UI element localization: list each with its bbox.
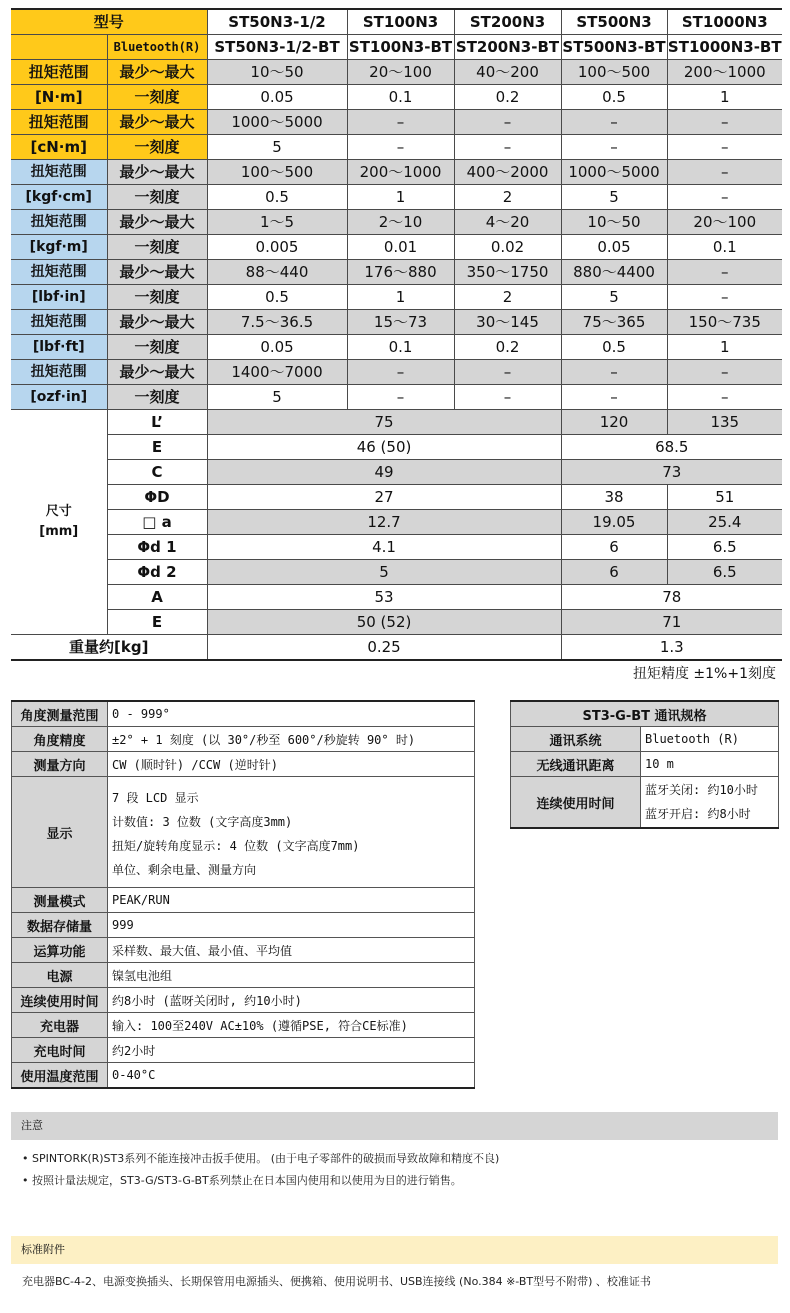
dim-value: 73 [561, 460, 782, 485]
range-title: 扭矩范围 [11, 160, 107, 185]
range-value: – [347, 110, 454, 135]
accessories-title: 标准附件 [11, 1236, 778, 1264]
step-value: 0.5 [207, 285, 347, 310]
minmax-label: 最少～最大 [107, 360, 207, 385]
range-value: – [561, 360, 667, 385]
spec-value: 镍氢电池组 [108, 963, 475, 988]
dimensions-unit: [mm] [39, 524, 79, 539]
step-value: – [667, 385, 782, 410]
minmax-label: 最少～最大 [107, 310, 207, 335]
range-value: – [561, 110, 667, 135]
dim-value: 25.4 [667, 510, 782, 535]
dim-key: Φd 1 [107, 535, 207, 560]
step-label: 一刻度 [107, 85, 207, 110]
dim-value: 53 [207, 585, 561, 610]
range-value: – [667, 360, 782, 385]
minmax-label: 最少～最大 [107, 60, 207, 85]
range-value: 880～4400 [561, 260, 667, 285]
spec-value: ±2° + 1 刻度 (以 30°/秒至 600°/秒旋转 90° 时) [108, 727, 475, 752]
step-value: 1 [667, 85, 782, 110]
range-value: – [667, 110, 782, 135]
dim-key: Φd 2 [107, 560, 207, 585]
range-value: – [667, 160, 782, 185]
spec-key: 显示 [12, 777, 108, 888]
range-value: 100～500 [207, 160, 347, 185]
spec-value: Bluetooth (R) [641, 727, 779, 752]
step-value: 0.005 [207, 235, 347, 260]
general-spec-table [11, 700, 475, 1089]
step-value: – [561, 135, 667, 160]
step-label: 一刻度 [107, 235, 207, 260]
minmax-label: 最少～最大 [107, 210, 207, 235]
dim-value: 6 [561, 535, 667, 560]
spec-value: 0-40°C [108, 1063, 475, 1089]
display-line: 单位、剩余电量、测量方向 [112, 863, 257, 877]
step-value: 5 [207, 385, 347, 410]
step-value: 0.01 [347, 235, 454, 260]
dim-value: 68.5 [561, 435, 782, 460]
step-value: 0.5 [207, 185, 347, 210]
range-value: 20～100 [347, 60, 454, 85]
weight-label: 重量约[kg] [11, 635, 207, 661]
dimensions-title: 尺寸 [45, 504, 72, 519]
notes-title: 注意 [11, 1112, 778, 1140]
dim-key: L’ [107, 410, 207, 435]
spec-key: 角度精度 [12, 727, 108, 752]
spec-key: 使用温度范围 [12, 1063, 108, 1089]
minmax-label: 最少～最大 [107, 160, 207, 185]
dim-value: 120 [561, 410, 667, 435]
bluetooth-label: Bluetooth(R) [107, 35, 207, 60]
spec-value: 约8小时 (蓝呀关闭时, 约10小时) [108, 988, 475, 1013]
spec-value: 10 m [641, 752, 779, 777]
range-value: 400～2000 [454, 160, 561, 185]
step-value: 1 [347, 285, 454, 310]
step-value: 0.2 [454, 335, 561, 360]
range-value: – [454, 110, 561, 135]
range-value: – [347, 360, 454, 385]
spec-key: 连续使用时间 [511, 777, 641, 829]
step-value: 0.05 [207, 335, 347, 360]
step-value: 5 [207, 135, 347, 160]
step-value: 5 [561, 285, 667, 310]
spec-value: 蓝牙开启: 约8小时 [645, 807, 751, 821]
step-value: 0.02 [454, 235, 561, 260]
accessories-text: 充电器BC-4-2、电源变换插头、长期保管用电源插头、便携箱、使用说明书、USB连接线 (No.384 ※-BT型号不附带) 、校准证书 [22, 1275, 651, 1288]
dim-value: 27 [207, 485, 561, 510]
range-value: 75～365 [561, 310, 667, 335]
dim-value: 6.5 [667, 560, 782, 585]
dim-key: E [107, 610, 207, 635]
note-item: • SPINTORK(R)ST3系列不能连接冲击扳手使用。 (由于电子零部件的破损而导致故障和精度不良) [22, 1152, 500, 1165]
unit-label: [lbf·ft] [11, 335, 107, 360]
range-value: 1～5 [207, 210, 347, 235]
step-label: 一刻度 [107, 135, 207, 160]
spec-key: 充电时间 [12, 1038, 108, 1063]
dim-value: 71 [561, 610, 782, 635]
model-name: ST100N3 [347, 9, 454, 35]
model-label: 型号 [11, 9, 207, 35]
display-line: 7 段 LCD 显示 [112, 791, 199, 805]
minmax-label: 最少～最大 [107, 260, 207, 285]
range-value: 350～1750 [454, 260, 561, 285]
dim-value: 51 [667, 485, 782, 510]
step-value: 0.1 [347, 85, 454, 110]
spec-value: 0 - 999° [108, 701, 475, 727]
minmax-label: 最少～最大 [107, 110, 207, 135]
range-title: 扭矩范围 [11, 260, 107, 285]
spec-key: 电源 [12, 963, 108, 988]
range-value: 176～880 [347, 260, 454, 285]
step-value: – [347, 385, 454, 410]
torque-spec-table [11, 8, 782, 661]
step-value: – [667, 135, 782, 160]
bt-spec-title: ST3-G-BT 通讯规格 [511, 701, 779, 727]
unit-label: [kgf·m] [11, 235, 107, 260]
step-value: 0.2 [454, 85, 561, 110]
range-value: 150～735 [667, 310, 782, 335]
step-value: 2 [454, 285, 561, 310]
range-title: 扭矩范围 [11, 210, 107, 235]
note-item: • 按照计量法规定，ST3-G/ST3-G-BT系列禁止在日本国内使用和以使用为目的进行销售。 [22, 1174, 462, 1187]
dim-value: 6 [561, 560, 667, 585]
dimensions-label [11, 410, 107, 635]
model-name: ST500N3 [561, 9, 667, 35]
range-value: 10～50 [561, 210, 667, 235]
bt-model-name: ST100N3-BT [347, 35, 454, 60]
display-line: 扭矩/旋转角度显示: 4 位数 (文字高度7mm) [112, 839, 360, 853]
dim-key: C [107, 460, 207, 485]
spec-key: 无线通讯距离 [511, 752, 641, 777]
dim-value: 50 (52) [207, 610, 561, 635]
range-value: 200～1000 [347, 160, 454, 185]
range-value: 7.5～36.5 [207, 310, 347, 335]
range-value: 2～10 [347, 210, 454, 235]
dim-value: 5 [207, 560, 561, 585]
range-value: 15～73 [347, 310, 454, 335]
bt-model-name: ST200N3-BT [454, 35, 561, 60]
spec-value: 采样数、最大值、最小值、平均值 [108, 938, 475, 963]
unit-label: [lbf·in] [11, 285, 107, 310]
step-value: – [347, 135, 454, 160]
spec-key: 测量方向 [12, 752, 108, 777]
step-value: – [667, 285, 782, 310]
range-value: 30～145 [454, 310, 561, 335]
spec-value: 约2小时 [108, 1038, 475, 1063]
spec-value: 蓝牙关闭: 约10小时 [645, 783, 758, 797]
spec-key: 数据存储量 [12, 913, 108, 938]
range-value: 100～500 [561, 60, 667, 85]
step-value: 0.1 [667, 235, 782, 260]
model-name: ST50N3-1/2 [207, 9, 347, 35]
spec-key: 运算功能 [12, 938, 108, 963]
bt-cont-values [641, 777, 779, 829]
dim-value: 46 (50) [207, 435, 561, 460]
step-value: 0.1 [347, 335, 454, 360]
dim-key: A [107, 585, 207, 610]
range-title: 扭矩范围 [11, 310, 107, 335]
range-value: 88～440 [207, 260, 347, 285]
spec-key: 测量模式 [12, 888, 108, 913]
model-name: ST1000N3 [667, 9, 782, 35]
display-line: 计数值: 3 位数 (文字高度3mm) [112, 815, 293, 829]
step-label: 一刻度 [107, 185, 207, 210]
range-value: 10～50 [207, 60, 347, 85]
spec-key: 角度测量范围 [12, 701, 108, 727]
bt-model-name: ST50N3-1/2-BT [207, 35, 347, 60]
step-value: 5 [561, 185, 667, 210]
bt-model-name: ST500N3-BT [561, 35, 667, 60]
bt-model-name: ST1000N3-BT [667, 35, 782, 60]
step-value: 0.5 [561, 85, 667, 110]
range-value: 200～1000 [667, 60, 782, 85]
spec-value: 输入: 100至240V AC±10% (遵循PSE, 符合CE标准) [108, 1013, 475, 1038]
step-value: – [561, 385, 667, 410]
accuracy-note: 扭矩精度 ±1%+1刻度 [632, 666, 776, 682]
step-label: 一刻度 [107, 385, 207, 410]
range-value: 1400～7000 [207, 360, 347, 385]
range-value: – [454, 360, 561, 385]
dim-value: 6.5 [667, 535, 782, 560]
model-name: ST200N3 [454, 9, 561, 35]
dim-value: 75 [207, 410, 561, 435]
range-value: 40～200 [454, 60, 561, 85]
range-title: 扭矩范围 [11, 110, 107, 135]
spec-key: 连续使用时间 [12, 988, 108, 1013]
spec-value: 999 [108, 913, 475, 938]
range-value: 20～100 [667, 210, 782, 235]
step-label: 一刻度 [107, 285, 207, 310]
spec-value: CW (顺时针) /CCW (逆时针) [108, 752, 475, 777]
spec-key: 通讯系统 [511, 727, 641, 752]
dim-value: 38 [561, 485, 667, 510]
range-title: 扭矩范围 [11, 360, 107, 385]
step-value: 0.05 [207, 85, 347, 110]
unit-label: [ozf·in] [11, 385, 107, 410]
range-value: 1000～5000 [207, 110, 347, 135]
spec-value: PEAK/RUN [108, 888, 475, 913]
step-value: 0.5 [561, 335, 667, 360]
bt-comm-spec-table [510, 700, 779, 829]
unit-label: [kgf·cm] [11, 185, 107, 210]
step-value: 0.05 [561, 235, 667, 260]
range-value: 1000～5000 [561, 160, 667, 185]
display-spec [108, 777, 475, 888]
step-value: 1 [347, 185, 454, 210]
step-label: 一刻度 [107, 335, 207, 360]
dim-value: 19.05 [561, 510, 667, 535]
range-title: 扭矩范围 [11, 60, 107, 85]
dim-value: 49 [207, 460, 561, 485]
step-value: – [454, 385, 561, 410]
notes-list [22, 1148, 499, 1192]
dim-value: 78 [561, 585, 782, 610]
spec-key: 充电器 [12, 1013, 108, 1038]
step-value: 1 [667, 335, 782, 360]
weight-value: 1.3 [561, 635, 782, 661]
step-value: 2 [454, 185, 561, 210]
unit-label: [cN·m] [11, 135, 107, 160]
step-value: – [454, 135, 561, 160]
dim-key: E [107, 435, 207, 460]
unit-label: [N·m] [11, 85, 107, 110]
dim-value: 4.1 [207, 535, 561, 560]
dim-value: 12.7 [207, 510, 561, 535]
weight-value: 0.25 [207, 635, 561, 661]
dim-value: 135 [667, 410, 782, 435]
dim-key: □ a [107, 510, 207, 535]
step-value: – [667, 185, 782, 210]
range-value: – [667, 260, 782, 285]
range-value: 4～20 [454, 210, 561, 235]
dim-key: ΦD [107, 485, 207, 510]
